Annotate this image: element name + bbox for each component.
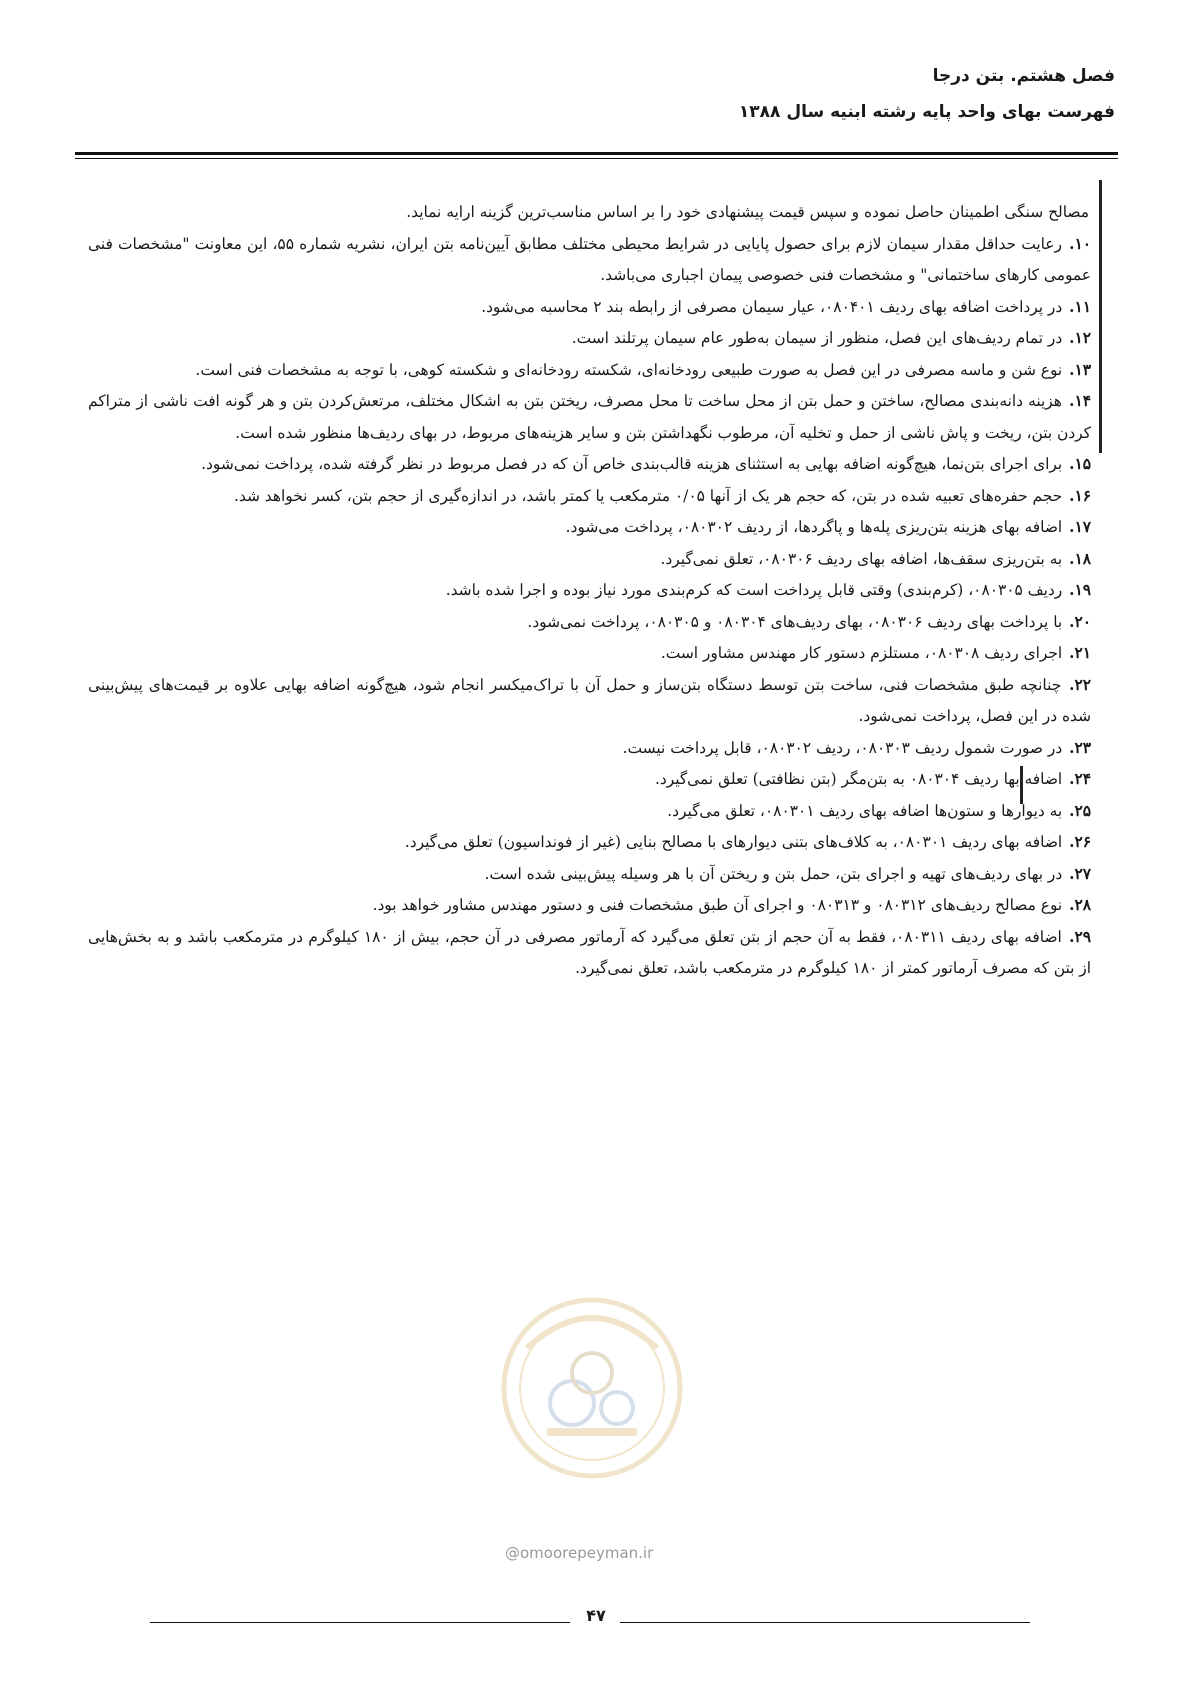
paragraph: ۲۵. به دیوارها و ستون‌ها اضافه بهای ردیف ۰۸۰۳۰۱، تعلق می‌گیرد. (667, 801, 1091, 820)
watermark-url: @omoorepeyman.ir (505, 1544, 654, 1562)
paragraph: ۲۴. اضافه بها ردیف ۰۸۰۳۰۴ به بتن‌مگر (بتن نظافتی) تعلق نمی‌گیرد. (654, 770, 1091, 788)
paragraph: ۱۲. در تمام ردیف‌های این فصل، منظور از سیمان به‌طور عام سیمان پرتلند است. (571, 329, 1091, 347)
paragraph: ۲۰. با پرداخت بهای ردیف ۰۸۰۳۰۶، بهای ردیف‌های ۰۸۰۳۰۴ و ۰۸۰۳۰۵، پرداخت نمی‌شود. (527, 612, 1091, 631)
page-number: ۴۷ (586, 1606, 606, 1625)
paragraph: ۱۹. ردیف ۰۸۰۳۰۵، (کرم‌بندی) وقتی قابل پرداخت است که کرم‌بندی مورد نیاز بوده و اجرا شده باشد. (445, 581, 1091, 599)
footer-rule-left (150, 1622, 570, 1623)
paragraph: ۱۵. برای اجرای بتن‌نما، هیچ‌گونه اضافه بهایی به استثنای هزینه قالب‌بندی خاص آن که در فصل مربوط در نظر گرفته شده، پرداخت نمی‌شود. (201, 455, 1091, 473)
body-text (88, 197, 1091, 985)
paragraph: ۱۴. هزینه دانه‌بندی مصالح، ساختن و حمل بتن از محل ساخت تا محل مصرف، ریختن بتن به اشکال مختلف، مرتعش‌کردن بتن و هر گونه افت ناشی از متراکم کردن بتن، ریخت و پاش ناشی از حمل و تخلیه آن، مرطوب نگهداشتن بتن و سایر هزینه‌های مربوط، در بهای ردیف‌ها منظور شده است. (88, 392, 1091, 442)
paragraph: ۱۷. اضافه بهای هزینه بتن‌ریزی پله‌ها و پاگردها، از ردیف ۰۸۰۳۰۲، پرداخت می‌شود. (565, 518, 1091, 536)
paragraph: ۲۷. در بهای ردیف‌های تهیه و اجرای بتن، حمل بتن و ریختن آن با هر وسیله پیش‌بینی شده است. (484, 864, 1091, 883)
paragraph: ۲۸. نوع مصالح ردیف‌های ۰۸۰۳۱۲ و ۰۸۰۳۱۳ و اجرای آن طبق مشخصات فنی و دستور مهندس مشاور خواهد بود. (372, 896, 1091, 914)
paragraph: ۱۳. نوع شن و ماسه مصرفی در این فصل به صورت طبیعی رودخانه‌ای، شکسته رودخانه‌ای و شکسته کوهی، با توجه به مشخصات فنی است. (195, 360, 1091, 379)
paragraph: ۲۶. اضافه بهای ردیف ۰۸۰۳۰۱، به کلاف‌های بتنی دیوارهای با مصالح بنایی (غیر از فونداسیون) تعلق می‌گیرد. (404, 833, 1091, 851)
header-rule-thin (75, 158, 1118, 159)
page-header (739, 62, 1115, 126)
paragraph: ۲۲. چنانچه طبق مشخصات فنی، ساخت بتن توسط دستگاه بتن‌ساز و حمل آن با تراک‌میکسر انجام شود، هیچ‌گونه اضافه بهایی علاوه بر قیمت‌های پیش‌بینی شده در این فصل، پرداخت نمی‌شود. (88, 675, 1091, 725)
paragraph: مصالح سنگی اطمینان حاصل نموده و سپس قیمت پیشنهادی خود را بر اساس مناسب‌ترین گزینه ارایه نماید. (406, 203, 1089, 221)
watermark-seal (487, 1268, 697, 1498)
paragraph: ۲۳. در صورت شمول ردیف ۰۸۰۳۰۳، ردیف ۰۸۰۳۰۲، قابل پرداخت نیست. (622, 738, 1091, 757)
change-bar (1099, 180, 1102, 453)
paragraph: ۱۱. در پرداخت اضافه بهای ردیف ۰۸۰۴۰۱، عیار سیمان مصرفی از رابطه بند ۲ محاسبه می‌شود. (481, 297, 1091, 316)
footer-rule-right (620, 1622, 1030, 1623)
paragraph: ۲۹. اضافه بهای ردیف ۰۸۰۳۱۱، فقط به آن حجم از بتن تعلق می‌گیرد که آرماتور مصرفی در آن حجم، بیش از ۱۸۰ کیلوگرم در مترمکعب باشد و به بخش‌هایی از بتن که مصرف آرماتور کمتر از ۱۸۰ کیلوگرم در مترمکعب باشد، تعلق نمی‌گیرد. (88, 927, 1091, 977)
paragraph: ۱۶. حجم حفره‌های تعبیه شده در بتن، که حجم هر یک از آنها ۰/۰۵ مترمکعب یا کمتر باشد، در اندازه‌گیری از حجم بتن، کسر نخواهد شد. (234, 486, 1091, 505)
paragraph: ۱۰. رعایت حداقل مقدار سیمان لازم برای حصول پایایی در شرایط محیطی مختلف مطابق آیین‌نامه بتن ایران، نشریه شماره ۵۵، این معاونت "مشخصات فنی عمومی کارهای ساختمانی" و مشخصات فنی خصوصی پیمان اجباری می‌باشد. (88, 234, 1091, 284)
paragraph: ۱۸. به بتن‌ریزی سقف‌ها، اضافه بهای ردیف ۰۸۰۳۰۶، تعلق نمی‌گیرد. (660, 549, 1091, 568)
chapter-title: فصل هشتم. بتن درجا (932, 66, 1115, 86)
header-rule-thick (75, 152, 1118, 155)
document-title: فهرست بهای واحد پایه رشته ابنیه سال ۱۳۸۸ (738, 102, 1115, 122)
paragraph: ۲۱. اجرای ردیف ۰۸۰۳۰۸، مستلزم دستور کار مهندس مشاور است. (660, 644, 1091, 662)
